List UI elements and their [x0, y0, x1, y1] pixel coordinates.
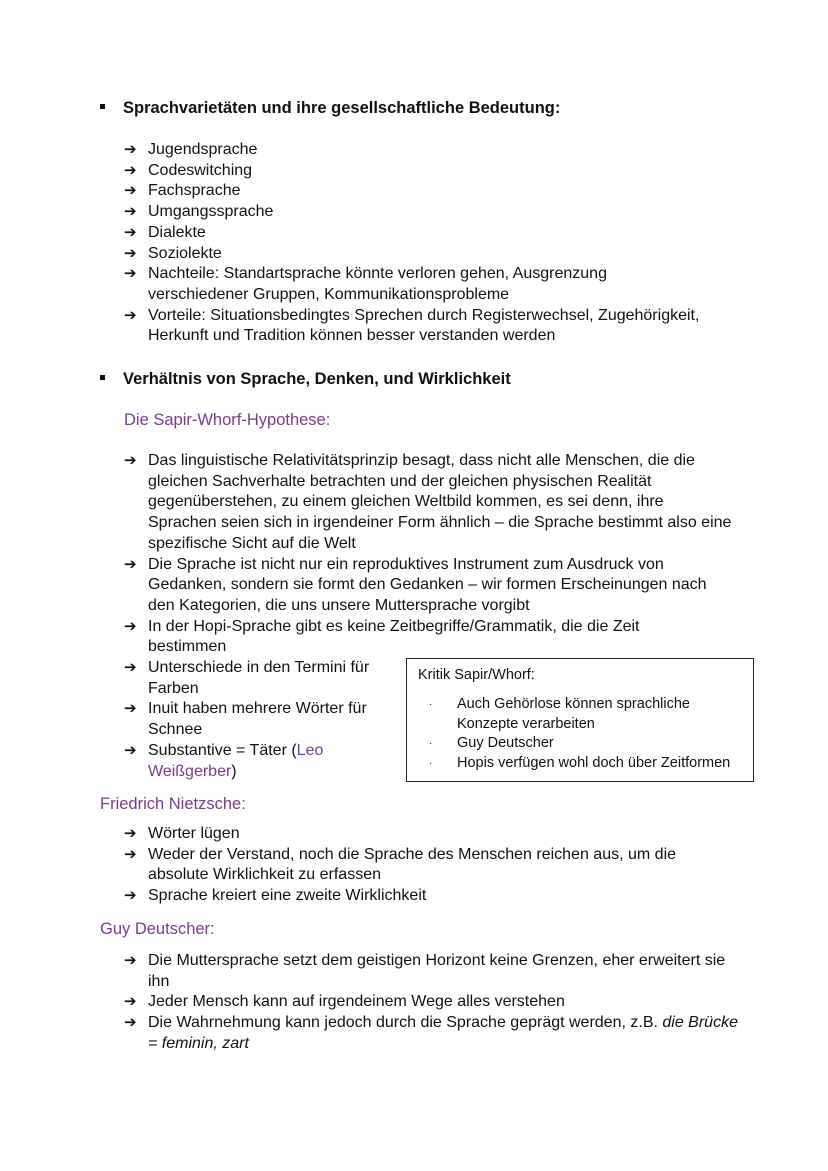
dot-bullet-icon: · [429, 757, 433, 769]
list-item: ➔ Das linguistische Relativitätsprinzip besagt, dass nicht alle Menschen, die die gleichen Sachverhalte betrachten und der gleichen physischen Realität gegenüberstehen, zu einem gleichen Weltbild kommen, es sei denn, ihre Sprachen seien sich in irgendeiner Form ähnlich – die Sprache bestimmt also eine spezifische Sicht auf die Welt [124, 452, 732, 552]
nietzsche-list [124, 824, 724, 907]
list-item: ➔ Dialekte [124, 223, 744, 244]
section-heading-sprachvarietaeten: Sprachvarietäten und ihre gesellschaftliche Bedeutung: [100, 97, 560, 119]
arrow-icon: ➔ [124, 306, 137, 324]
dot-bullet-icon: · [429, 738, 433, 749]
list-item: ➔ Weder der Verstand, noch die Sprache des Menschen reichen aus, um die absolute Wirklichkeit zu erfassen [124, 845, 677, 884]
list-item: · Auch Gehörlose können sprachliche Konzepte verarbeiten [429, 696, 690, 732]
arrow-icon: ➔ [124, 223, 137, 241]
arrow-icon: ➔ [124, 700, 137, 718]
kritik-title: Kritik Sapir/Whorf: [418, 667, 535, 683]
list-item: ➔ In der Hopi-Sprache gibt es keine Zeitbegriffe/Grammatik, die die Zeit bestimmen [124, 617, 640, 656]
square-bullet-icon [100, 104, 105, 109]
list-item: ➔ Codeswitching [124, 161, 744, 182]
list-item: ➔ Soziolekte [124, 244, 744, 265]
kritik-list [429, 695, 749, 773]
arrow-icon: ➔ [124, 161, 137, 179]
arrow-icon: ➔ [124, 141, 137, 158]
sprachvarietaeten-list [124, 140, 744, 347]
arrow-icon: ➔ [124, 452, 137, 469]
arrow-icon: ➔ [124, 741, 137, 759]
arrow-icon: ➔ [124, 555, 137, 573]
list-item: ➔ Inuit haben mehrere Wörter für Schnee [124, 700, 367, 739]
dot-bullet-icon: · [429, 699, 433, 710]
arrow-icon: ➔ [124, 617, 137, 635]
list-item: ➔ Jugendsprache [124, 140, 744, 161]
arrow-icon: ➔ [124, 244, 137, 262]
list-item: ➔ Sprache kreiert eine zweite Wirklichkeit [124, 886, 724, 907]
sapir-whorf-short-list [124, 658, 390, 782]
arrow-icon: ➔ [124, 659, 137, 676]
list-item: ➔ Wörter lügen [124, 824, 724, 845]
section-heading-verhaeltnis: Verhältnis von Sprache, Denken, und Wirklichkeit [100, 368, 511, 390]
list-item: ➔ Fachsprache [124, 181, 744, 202]
list-item: ➔ Die Sprache ist nicht nur ein reproduktives Instrument zum Ausdruck von Gedanken, sondern sie formt den Gedanken – wir formen Erscheinungen nach den Kategorien, die uns unsere Muttersprache vorgibt [124, 555, 707, 614]
deutscher-list [124, 951, 738, 1055]
kritik-box [406, 658, 754, 782]
arrow-icon: ➔ [124, 845, 137, 863]
arrow-icon: ➔ [124, 203, 137, 221]
deutscher-title: Guy Deutscher: [100, 920, 215, 938]
list-item: ➔ Unterschiede in den Termini für Farben [124, 659, 370, 697]
list-item: ➔ Die Wahrnehmung kann jedoch durch die Sprache geprägt werden, z.B. die Brücke = feminin, zart [124, 1014, 738, 1052]
arrow-icon: ➔ [124, 182, 137, 200]
arrow-icon: ➔ [124, 1014, 137, 1032]
list-item: · Hopis verfügen wohl doch über Zeitformen [429, 754, 749, 774]
nietzsche-title: Friedrich Nietzsche: [100, 795, 246, 813]
arrow-icon: ➔ [124, 825, 137, 842]
bruecke-example: die Brücke = feminin, zart [148, 1014, 738, 1052]
sapir-whorf-title: Die Sapir-Whorf-Hypothese: [124, 411, 331, 429]
arrow-icon: ➔ [124, 265, 137, 283]
leo-weissgerber-ref: Leo Weißgerber [148, 741, 324, 780]
arrow-icon: ➔ [124, 887, 137, 905]
arrow-icon: ➔ [124, 993, 137, 1011]
list-item: ➔ Vorteile: Situationsbedingtes Sprechen durch Registerwechsel, Zugehörigkeit, Herkunft und Tradition können besser verstanden werden [124, 306, 700, 345]
list-item: ➔ Jeder Mensch kann auf irgendeinem Wege alles verstehen [124, 992, 732, 1013]
sapir-whorf-list [124, 451, 732, 658]
list-item: ➔ Substantive = Täter (Leo Weißgerber) [124, 741, 324, 780]
square-bullet-icon [100, 375, 105, 380]
list-item: ➔ Die Muttersprache setzt dem geistigen Horizont keine Grenzen, eher erweitert sie ihn [124, 952, 726, 990]
list-item: ➔ Umgangssprache [124, 202, 744, 223]
list-item: · Guy Deutscher [429, 734, 749, 754]
list-item: ➔ Nachteile: Standartsprache könnte verloren gehen, Ausgrenzung verschiedener Gruppen, Kommunikationsprobleme [124, 265, 607, 303]
arrow-icon: ➔ [124, 952, 137, 969]
